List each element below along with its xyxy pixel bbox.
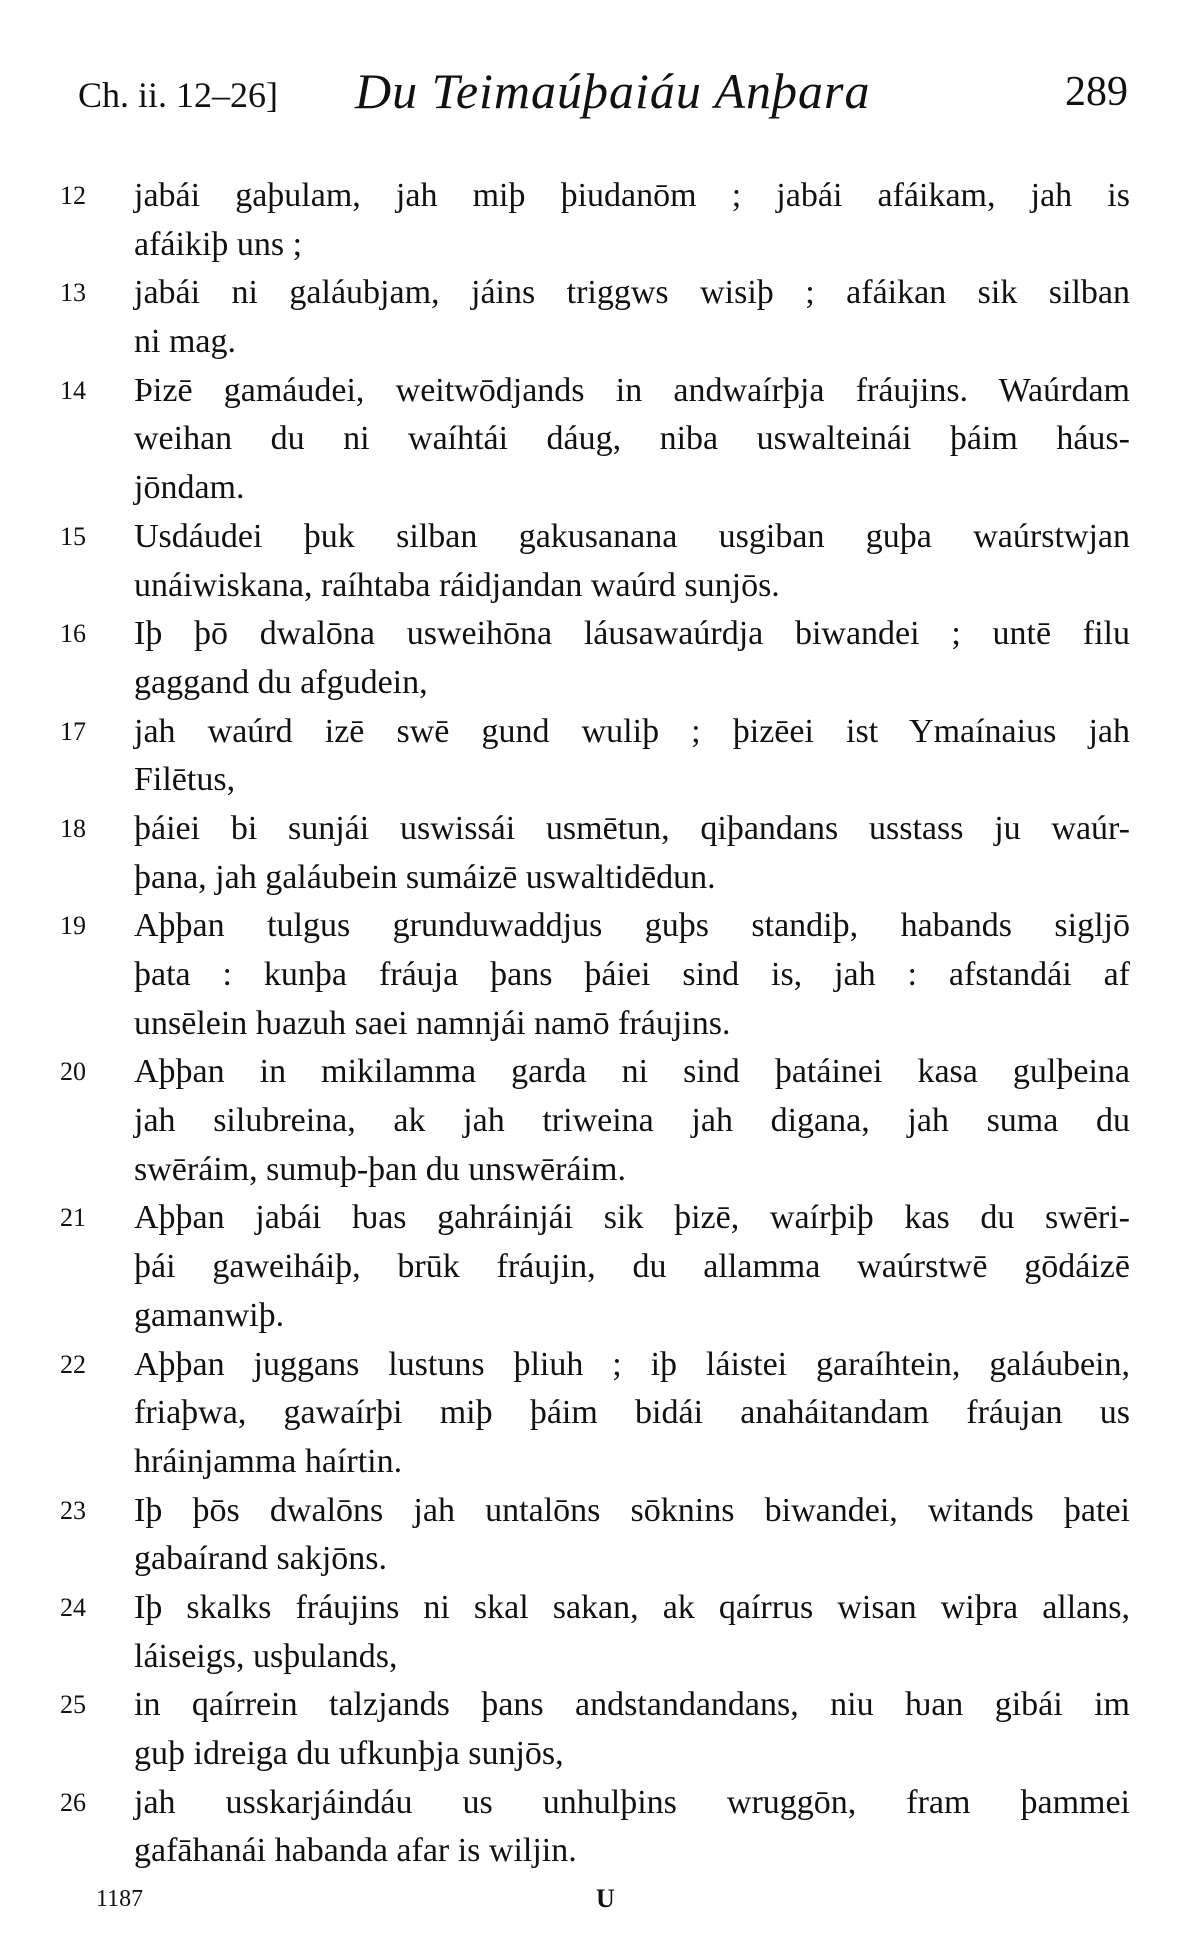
page-title: Du Teimaúþaiáu Anþara bbox=[355, 63, 871, 119]
verse-line bbox=[60, 708, 1130, 757]
verse-list bbox=[60, 172, 1130, 1876]
verse-text: Filētus, bbox=[134, 761, 236, 799]
verse-number: 20 bbox=[60, 1057, 86, 1087]
verse-text: unáiwiskana, raíhtaba ráidjandan waúrd sunjōs. bbox=[134, 566, 780, 604]
verse-text: þáiei bi sunjái uswissái usmētun, qiþandans usstass ju waúr- bbox=[134, 809, 1130, 847]
verse-text: jōndam. bbox=[134, 469, 245, 507]
verse-text: unsēlein ƕazuh saei namnjái namō fráujins. bbox=[134, 1004, 731, 1042]
verse-line bbox=[60, 951, 1130, 1000]
verse-number: 19 bbox=[60, 911, 86, 941]
verse-text: jah usskarjáindáu us unhulþins wruggōn, fram þammei bbox=[134, 1783, 1130, 1821]
verse-text: láiseigs, usþulands, bbox=[134, 1637, 398, 1675]
verse-line bbox=[60, 367, 1130, 416]
verse-line bbox=[60, 1097, 1130, 1146]
verse-text: weihan du ni waíhtái dáug, niba uswalteinái þáim háus- bbox=[134, 420, 1130, 458]
verse-number: 16 bbox=[60, 619, 86, 649]
verse-number: 18 bbox=[60, 813, 86, 843]
verse-text: Aþþan juggans lustuns þliuh ; iþ láistei garaíhtein, galáubein, bbox=[134, 1345, 1130, 1383]
verse-line bbox=[60, 318, 1130, 367]
verse-text: hráinjamma haírtin. bbox=[134, 1442, 403, 1480]
verse-line bbox=[60, 464, 1130, 513]
verse-line bbox=[60, 1000, 1130, 1049]
verse-text: Iþ skalks fráujins ni skal sakan, ak qaírrus wisan wiþra allans, bbox=[134, 1588, 1130, 1626]
verse-text: Þizē gamáudei, weitwōdjands in andwaírþja fráujins. Waúrdam bbox=[134, 371, 1130, 409]
verse-line bbox=[60, 1048, 1130, 1097]
verse-text: jabái gaþulam, jah miþ þiudanōm ; jabái afáikam, jah is bbox=[134, 177, 1130, 214]
verse-text: friaþwa, gawaírþi miþ þáim bidái anaháitandam fráujan us bbox=[134, 1394, 1130, 1432]
verse-line bbox=[60, 1292, 1130, 1341]
verse-text: Iþ þōs dwalōns jah untalōns sōknins biwandei, witands þatei bbox=[134, 1491, 1130, 1529]
verse-text: in qaírrein talzjands þans andstandandans, niu ƕan gibái im bbox=[134, 1686, 1130, 1724]
verse-line bbox=[60, 1535, 1130, 1584]
verse-line bbox=[60, 1146, 1130, 1195]
verse-text: þata : kunþa fráuja þans þáiei sind is, jah : afstandái af bbox=[134, 956, 1130, 993]
page-number: 289 bbox=[1065, 69, 1128, 115]
verse-line bbox=[60, 1730, 1130, 1779]
verse-line bbox=[60, 756, 1130, 805]
verse-text: Aþþan tulgus grunduwaddjus guþs standiþ, habands sigljō bbox=[134, 907, 1130, 945]
verse-line bbox=[60, 610, 1130, 659]
verse-text: gafāhanái habanda afar is wiljin. bbox=[134, 1832, 577, 1870]
verse-text: ni mag. bbox=[134, 323, 236, 361]
verse-number: 17 bbox=[60, 716, 86, 746]
verse-text: þái gaweiháiþ, brūk fráujin, du allamma waúrstwē gōdáizē bbox=[134, 1248, 1130, 1286]
verse-line bbox=[60, 1341, 1130, 1390]
verse-line bbox=[60, 1827, 1130, 1876]
verse-number: 13 bbox=[60, 278, 86, 308]
verse-line bbox=[60, 1389, 1130, 1438]
verse-line bbox=[60, 1584, 1130, 1633]
verse-line bbox=[60, 513, 1130, 562]
verse-number: 23 bbox=[60, 1495, 86, 1525]
verse-line bbox=[60, 269, 1130, 318]
verse-line bbox=[60, 172, 1130, 221]
verse-text: swēráim, sumuþ-þan du unswēráim. bbox=[134, 1150, 626, 1188]
verse-line bbox=[60, 1243, 1130, 1292]
verse-line bbox=[60, 1779, 1130, 1828]
signature-mark: U bbox=[596, 1884, 615, 1913]
verse-number: 24 bbox=[60, 1592, 86, 1622]
verse-text: gamanwiþ. bbox=[134, 1296, 285, 1334]
verse-text: jah silubreina, ak jah triweina jah digana, jah suma du bbox=[134, 1102, 1130, 1140]
verse-number: 15 bbox=[60, 521, 86, 551]
verse-line bbox=[60, 805, 1130, 854]
verse-line bbox=[60, 221, 1130, 270]
verse-text: afáikiþ uns ; bbox=[134, 225, 303, 263]
chapter-reference: Ch. ii. 12–26] bbox=[78, 75, 279, 115]
verse-line bbox=[60, 1194, 1130, 1243]
verse-line bbox=[60, 562, 1130, 611]
verse-line bbox=[60, 854, 1130, 903]
verse-number: 21 bbox=[60, 1203, 86, 1233]
verse-line bbox=[60, 1681, 1130, 1730]
signature-number: 1187 bbox=[96, 1886, 144, 1912]
verse-text: gabaírand sakjōns. bbox=[134, 1540, 388, 1578]
verse-number: 26 bbox=[60, 1787, 86, 1817]
verse-text: Usdáudei þuk silban gakusanana usgiban guþa waúrstwjan bbox=[134, 517, 1130, 555]
verse-text: Iþ þō dwalōna usweihōna láusawaúrdja biwandei ; untē filu bbox=[134, 615, 1130, 653]
verse-number: 22 bbox=[60, 1349, 86, 1379]
verse-line bbox=[60, 1487, 1130, 1536]
verse-text: jah waúrd izē swē gund wuliþ ; þizēei ist Ymaínaius jah bbox=[134, 712, 1130, 750]
verse-text: þana, jah galáubein sumáizē uswaltidēdun. bbox=[134, 858, 716, 896]
verse-text: Aþþan in mikilamma garda ni sind þatáinei kasa gulþeina bbox=[134, 1053, 1130, 1091]
verse-line bbox=[60, 659, 1130, 708]
verse-text: jabái ni galáubjam, jáins triggws wisiþ ; afáikan sik silban bbox=[134, 274, 1130, 312]
verse-number: 25 bbox=[60, 1690, 86, 1720]
verse-line bbox=[60, 1633, 1130, 1682]
verse-line bbox=[60, 415, 1130, 464]
verse-line bbox=[60, 902, 1130, 951]
verse-text: gaggand du afgudein, bbox=[134, 663, 428, 701]
verse-text: Aþþan jabái ƕas gahráinjái sik þizē, waírþiþ kas du swēri- bbox=[134, 1199, 1130, 1237]
verse-line bbox=[60, 1438, 1130, 1487]
verse-number: 14 bbox=[60, 375, 86, 405]
verse-text: guþ idreiga du ufkunþja sunjōs, bbox=[134, 1735, 564, 1772]
verse-number: 12 bbox=[60, 181, 86, 210]
